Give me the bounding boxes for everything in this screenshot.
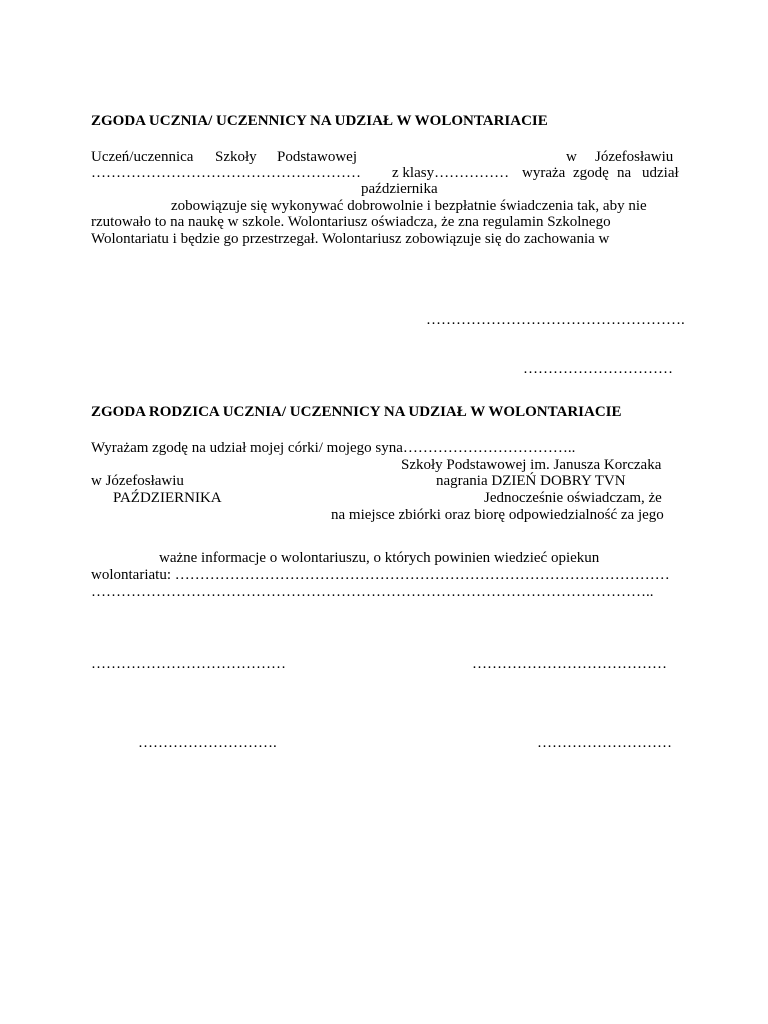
student-line-2-klasy: z klasy…………… [392, 165, 510, 181]
student-line-5: rzutowało to na naukę w szkole. Wolontariusz oświadcza, że zna regulamin Szkolnego [91, 214, 611, 230]
parent-line-8: ………………………………………………………………………………………………….. [91, 584, 654, 600]
student-line-1-e: Józefosławiu [595, 149, 674, 165]
parent-signature-right: ………………………………… [472, 656, 667, 672]
parent-line-4-a: PAŹDZIERNIKA [113, 490, 222, 506]
student-line-2-wyraza: wyraża [522, 165, 566, 181]
student-signature-line: ……………………………………………. [426, 312, 685, 328]
parent-line-7: wolontariatu: ……………………………………………………………………………………… [91, 567, 670, 583]
student-line-1-d: w [566, 149, 577, 165]
parent-date-left: ………………………. [138, 735, 277, 751]
student-line-6: Wolontariatu i będzie go przestrzegał. Wolontariusz zobowiązuje się do zachowania w [91, 231, 610, 247]
student-line-2-dots: ……………………………………………… [91, 165, 361, 181]
parent-line-6: ważne informacje o wolontariuszu, o których powinien wiedzieć opiekun [159, 550, 600, 566]
student-line-1-c: Podstawowej [277, 149, 357, 165]
consent-parent-heading: ZGODA RODZICA UCZNIA/ UCZENNICY NA UDZIAŁ W WOLONTARIACIE [91, 404, 622, 420]
parent-date-right: ……………………… [537, 735, 672, 751]
parent-line-1: Wyrażam zgodę na udział mojej córki/ mojego syna…………………………….. [91, 440, 576, 456]
student-line-3: października [361, 181, 438, 197]
student-line-4: zobowiązuje się wykonywać dobrowolnie i bezpłatnie świadczenia tak, aby nie [171, 198, 647, 214]
student-line-2-zgode: zgodę [573, 165, 609, 181]
parent-line-5: na miejsce zbiórki oraz biorę odpowiedzialność za jego [331, 507, 664, 523]
parent-signature-left: ………………………………… [91, 656, 286, 672]
student-date-line: ………………………… [523, 361, 673, 377]
parent-line-2: Szkoły Podstawowej im. Janusza Korczaka [401, 457, 662, 473]
parent-line-3-a: w Józefosławiu [91, 473, 184, 489]
consent-student-heading: ZGODA UCZNIA/ UCZENNICY NA UDZIAŁ W WOLONTARIACIE [91, 113, 548, 129]
parent-line-4-b: Jednocześnie oświadczam, że [484, 490, 662, 506]
student-line-2-udzial: udział [642, 165, 679, 181]
student-line-1-a: Uczeń/uczennica [91, 149, 194, 165]
student-line-2-na: na [617, 165, 632, 181]
student-line-1-b: Szkoły [215, 149, 257, 165]
parent-line-3-b: nagrania DZIEŃ DOBRY TVN [436, 473, 626, 489]
